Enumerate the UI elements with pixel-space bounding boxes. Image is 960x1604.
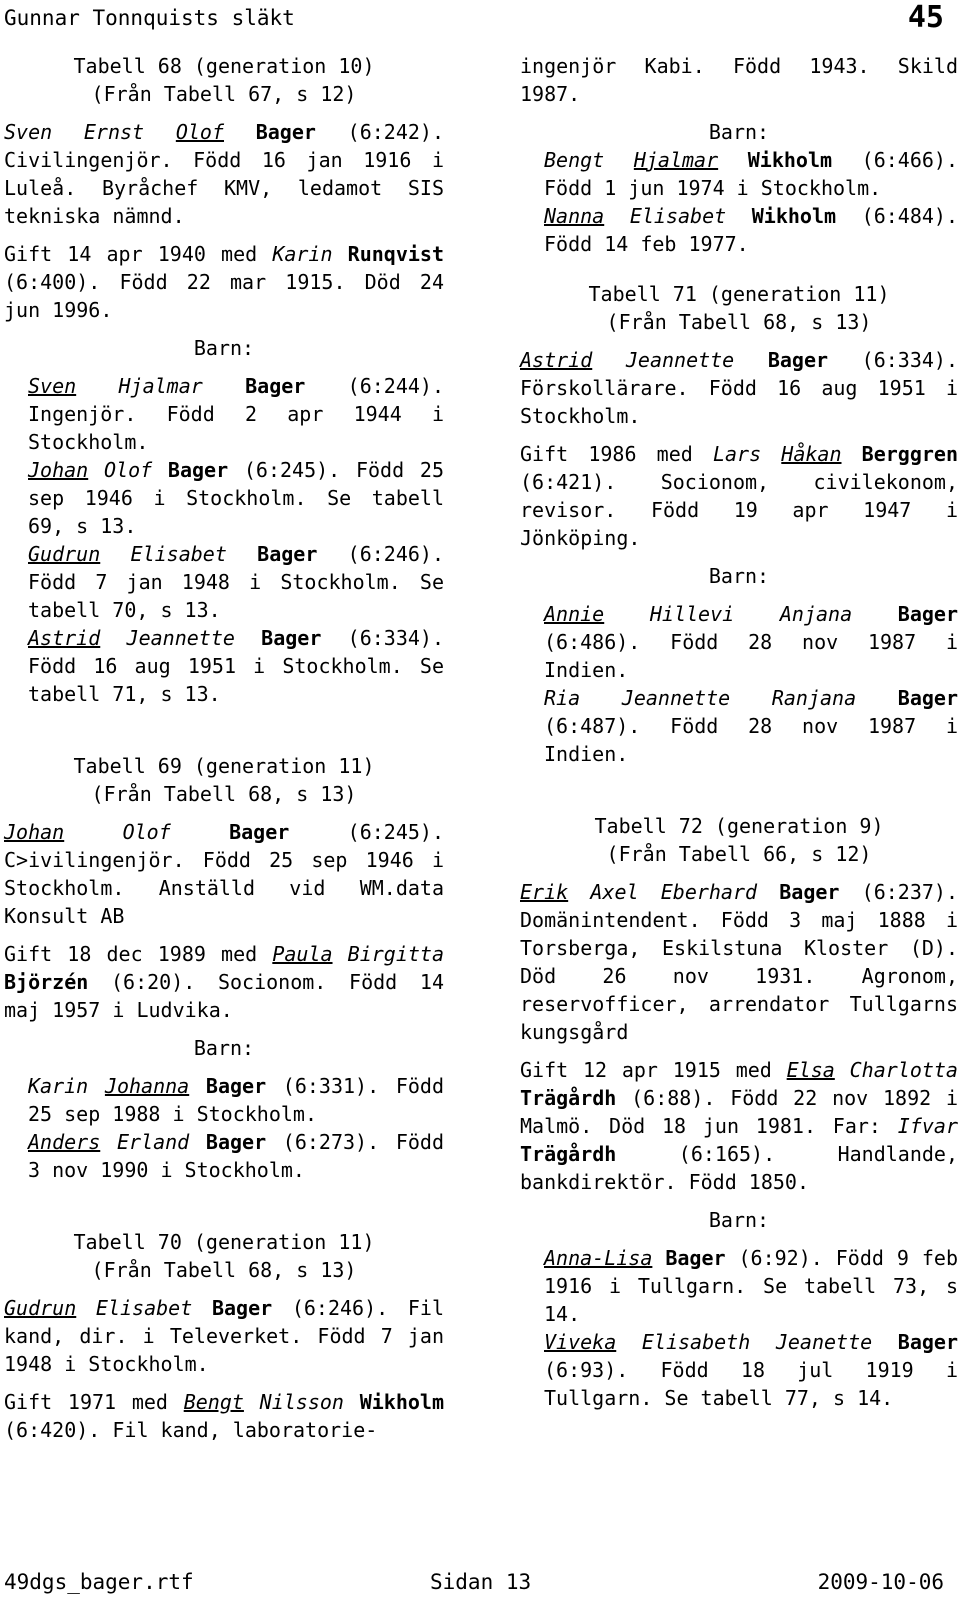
- child-entry: Bengt Hjalmar Wikholm (6:466). Född 1 jun 1974 i Stockholm.: [544, 148, 959, 200]
- marriage-entry: Gift 12 apr 1915 med Elsa Charlotta Trägårdh (6:88). Född 22 nov 1892 i Malmö. Död 18 jun 1981. Far: Ifvar Trägårdh (6:165). Handlande, bankdirektör. Född 1850.: [520, 1058, 958, 1194]
- table-source-line: (Från Tabell 67, s 12): [91, 82, 357, 106]
- person-entry: Sven Ernst Olof Bager (6:242). Civilingenjör. Född 16 jan 1916 i Luleå. Byråchef KMV, ledamot SIS tekniska nämnd.: [4, 120, 444, 228]
- table-source-line: (Från Tabell 68, s 13): [91, 782, 357, 806]
- children-heading: Barn:: [708, 120, 770, 144]
- table-heading-line: Tabell 72 (generation 9): [594, 814, 884, 838]
- table-heading-line: Tabell 71 (generation 11): [588, 282, 890, 306]
- children-heading: Barn:: [708, 564, 770, 588]
- person-entry: Johan Olof Bager (6:245). C>ivilingenjör. Född 25 sep 1946 i Stockholm. Anställd vid WM.data Konsult AB: [4, 820, 444, 928]
- marriage-entry: Gift 1986 med Lars Håkan Berggren (6:421). Socionom, civilekonom, revisor. Född 19 apr 1947 i Jönköping.: [520, 442, 958, 550]
- person-entry: Astrid Jeannette Bager (6:334). Förskollärare. Född 16 aug 1951 i Stockholm.: [520, 348, 958, 428]
- page-number: 45: [907, 0, 944, 35]
- marriage-entry: Gift 14 apr 1940 med Karin Runqvist (6:400). Född 22 mar 1915. Död 24 jun 1996.: [4, 242, 444, 322]
- left-column: [4, 52, 444, 1444]
- marriage-entry: Gift 18 dec 1989 med Paula Birgitta Björzén (6:20). Socionom. Född 14 maj 1957 i Ludvika.: [4, 942, 444, 1022]
- right-column: [520, 52, 958, 1412]
- child-entry: Karin Johanna Bager (6:331). Född 25 sep 1988 i Stockholm.: [28, 1074, 444, 1126]
- child-entry: Anders Erland Bager (6:273). Född 3 nov 1990 i Stockholm.: [28, 1130, 444, 1182]
- child-entry: Sven Hjalmar Bager (6:244). Ingenjör. Född 2 apr 1944 i Stockholm.: [28, 374, 445, 454]
- child-entry: Gudrun Elisabet Bager (6:246). Född 7 jan 1948 i Stockholm. Se tabell 70, s 13.: [28, 542, 444, 622]
- children-heading: Barn:: [193, 1036, 255, 1060]
- child-entry: Ria Jeannette Ranjana Bager (6:487). Född 28 nov 1987 i Indien.: [544, 686, 958, 766]
- child-entry: Viveka Elisabeth Jeanette Bager (6:93). Född 18 jul 1919 i Tullgarn. Se tabell 77, s 14.: [544, 1330, 959, 1410]
- table-71-heading: [520, 280, 958, 336]
- children-heading: Barn:: [708, 1208, 770, 1232]
- person-entry: Gudrun Elisabet Bager (6:246). Fil kand, dir. i Televerket. Född 7 jan 1948 i Stockholm.: [4, 1296, 444, 1376]
- table-source-line: (Från Tabell 66, s 12): [606, 842, 872, 866]
- person-entry: Erik Axel Eberhard Bager (6:237). Domänintendent. Född 3 maj 1888 i Torsberga, Eskilstuna Kloster (D). Död 26 nov 1931. Agronom, reservofficer, arrendator Tullgarns kungsgård: [520, 880, 958, 1044]
- child-entry: Annie Hillevi Anjana Bager (6:486). Född 28 nov 1987 i Indien.: [544, 602, 958, 682]
- child-entry: Anna-Lisa Bager (6:92). Född 9 feb 1916 i Tullgarn. Se tabell 73, s 14.: [544, 1246, 959, 1326]
- document-header-title: Gunnar Tonnquists släkt: [4, 6, 295, 30]
- table-heading-line: Tabell 68 (generation 10): [73, 54, 375, 78]
- children-heading: Barn:: [193, 336, 255, 360]
- child-entry: Astrid Jeannette Bager (6:334). Född 16 aug 1951 i Stockholm. Se tabell 71, s 13.: [28, 626, 444, 706]
- table-source-line: (Från Tabell 68, s 13): [91, 1258, 357, 1282]
- table-69-heading: [4, 752, 444, 808]
- continued-entry: ingenjör Kabi. Född 1943. Skild 1987.: [520, 54, 958, 106]
- table-70-heading: [4, 1228, 444, 1284]
- table-heading-line: Tabell 70 (generation 11): [73, 1230, 375, 1254]
- footer-page: Sidan 13: [430, 1570, 532, 1594]
- marriage-entry: Gift 1971 med Bengt Nilsson Wikholm (6:420). Fil kand, laboratorie-: [4, 1390, 445, 1442]
- footer-date: 2009-10-06: [817, 1570, 944, 1594]
- table-source-line: (Från Tabell 68, s 13): [606, 310, 872, 334]
- child-entry: Johan Olof Bager (6:245). Född 25 sep 1946 i Stockholm. Se tabell 69, s 13.: [28, 458, 444, 538]
- child-entry: Nanna Elisabet Wikholm (6:484). Född 14 feb 1977.: [544, 204, 958, 256]
- footer-filename: 49dgs_bager.rtf: [4, 1570, 194, 1594]
- table-68-heading: [4, 52, 444, 108]
- table-heading-line: Tabell 69 (generation 11): [73, 754, 375, 778]
- table-72-heading: [520, 812, 958, 868]
